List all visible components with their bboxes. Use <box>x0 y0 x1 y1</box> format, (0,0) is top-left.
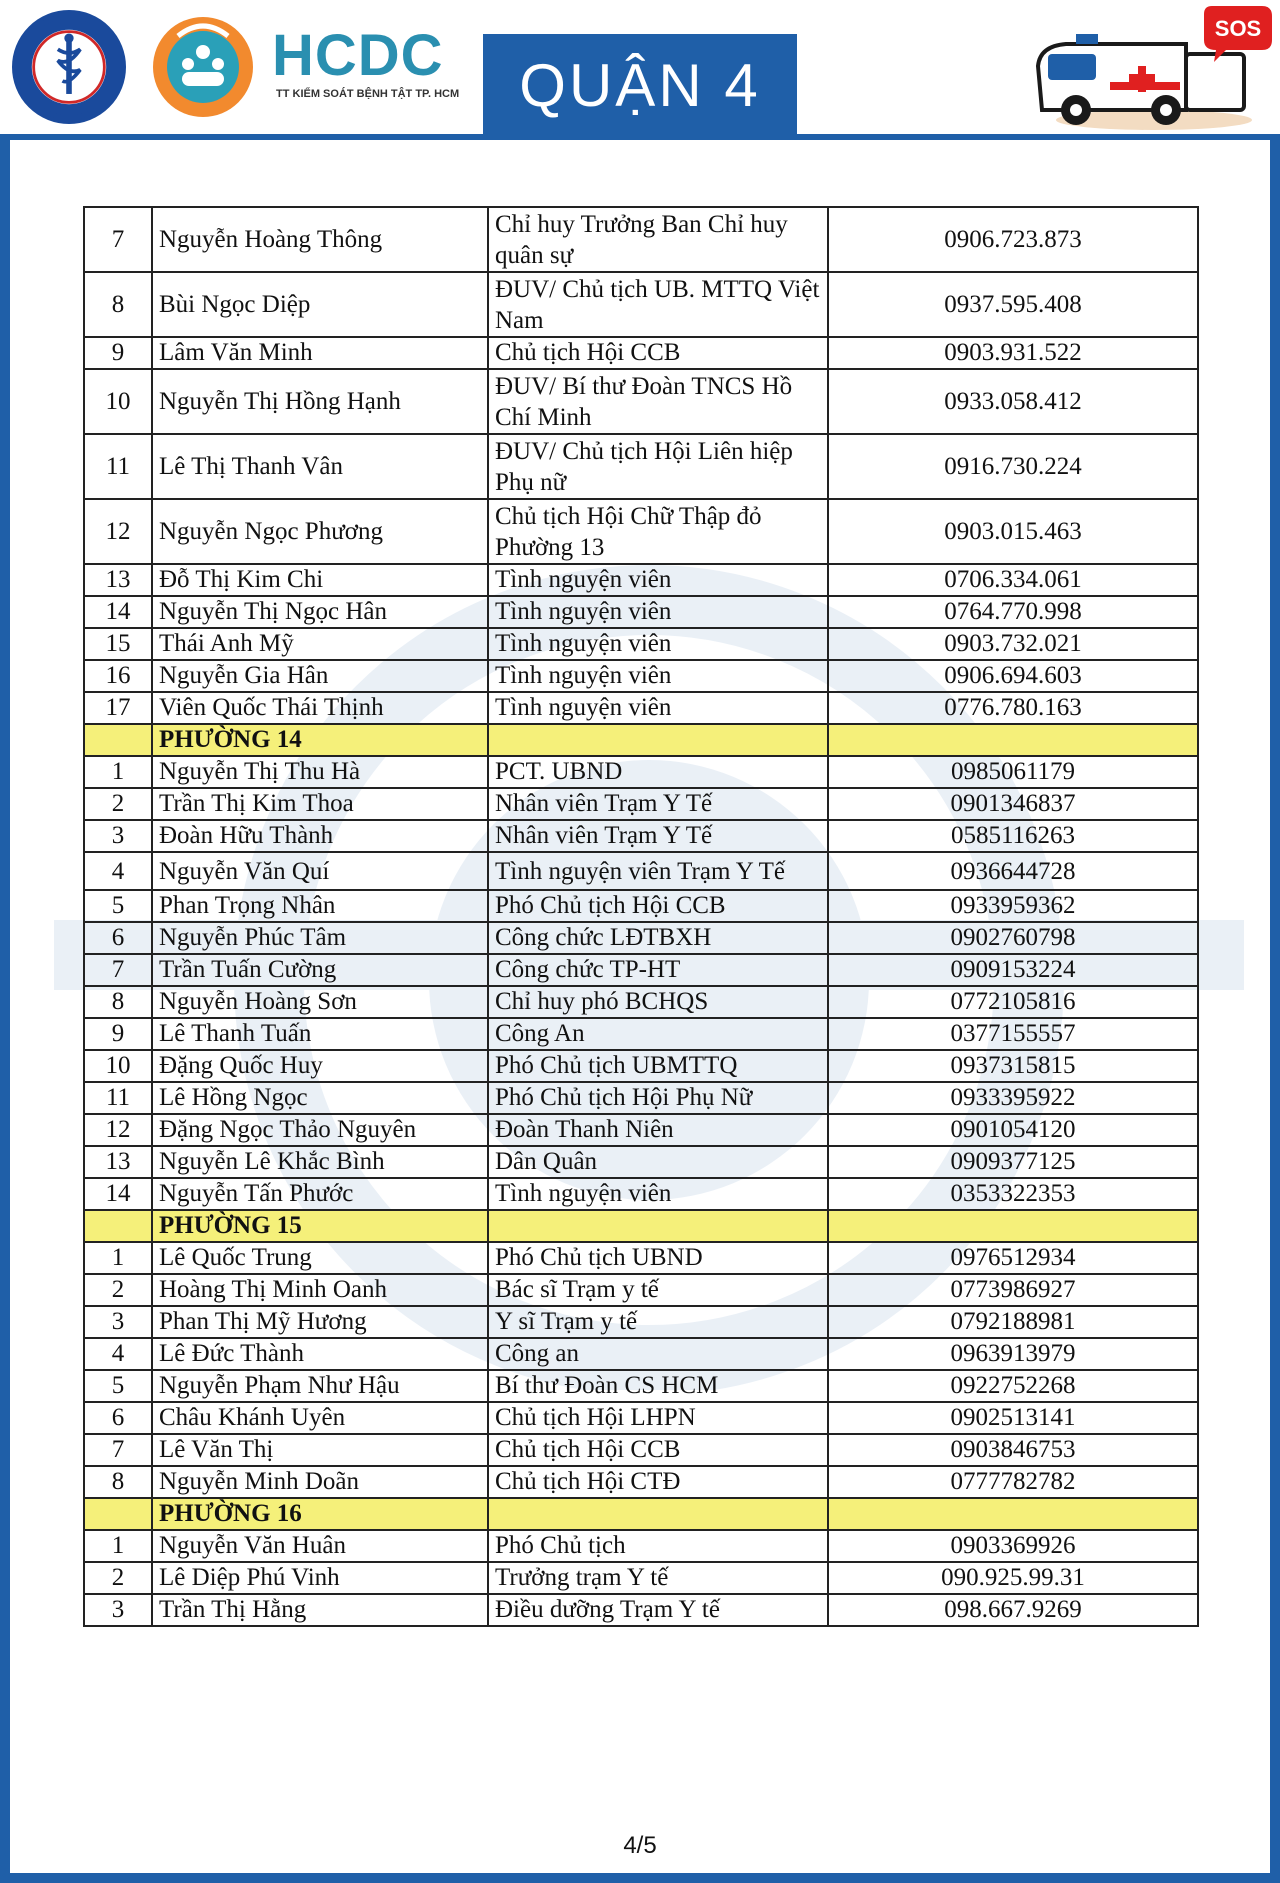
phone-number: 098.667.9269 <box>828 1594 1198 1626</box>
district-banner: QUẬN 4 <box>483 34 797 134</box>
table-row <box>84 1178 1198 1210</box>
ward-name: PHƯỜNG 16 <box>152 1498 488 1530</box>
phone-number: 0903.015.463 <box>828 499 1198 564</box>
phone-number: 0585116263 <box>828 820 1198 852</box>
phone-number: 0353322353 <box>828 1178 1198 1210</box>
row-number: 3 <box>84 820 152 852</box>
table-row <box>84 1306 1198 1338</box>
table-row <box>84 1050 1198 1082</box>
person-role: Phó Chủ tịch Hội CCB <box>488 890 828 922</box>
phone-number: 0937315815 <box>828 1050 1198 1082</box>
row-number: 1 <box>84 1242 152 1274</box>
phone-number: 0901346837 <box>828 788 1198 820</box>
row-number: 13 <box>84 564 152 596</box>
phone-number: 0773986927 <box>828 1274 1198 1306</box>
row-number: 2 <box>84 788 152 820</box>
row-number: 13 <box>84 1146 152 1178</box>
row-number: 10 <box>84 369 152 434</box>
section-role-cell <box>488 1210 828 1242</box>
row-number: 5 <box>84 890 152 922</box>
row-number: 2 <box>84 1562 152 1594</box>
person-name: Viên Quốc Thái Thịnh <box>152 692 488 724</box>
person-role: Dân Quân <box>488 1146 828 1178</box>
ambulance-sos-icon <box>1026 6 1276 134</box>
row-number: 4 <box>84 1338 152 1370</box>
table-row <box>84 756 1198 788</box>
person-name: Đỗ Thị Kim Chi <box>152 564 488 596</box>
row-number: 15 <box>84 628 152 660</box>
table-row <box>84 692 1198 724</box>
phone-number: 0772105816 <box>828 986 1198 1018</box>
sos-label: SOS <box>1214 16 1262 41</box>
person-name: Hoàng Thị Minh Oanh <box>152 1274 488 1306</box>
ward-section-row <box>84 724 1198 756</box>
row-number: 14 <box>84 596 152 628</box>
caduceus-icon <box>16 14 122 120</box>
person-name: Nguyễn Thị Ngọc Hân <box>152 596 488 628</box>
ward-name: PHƯỜNG 15 <box>152 1210 488 1242</box>
row-number: 2 <box>84 1274 152 1306</box>
person-name: Lê Quốc Trung <box>152 1242 488 1274</box>
person-name: Lê Diệp Phú Vinh <box>152 1562 488 1594</box>
phone-number: 0903.931.522 <box>828 337 1198 369</box>
section-role-cell <box>488 724 828 756</box>
table-row <box>84 596 1198 628</box>
row-number: 7 <box>84 1434 152 1466</box>
person-role: Tình nguyện viên <box>488 1178 828 1210</box>
person-role: Công An <box>488 1018 828 1050</box>
table-row <box>84 337 1198 369</box>
person-role: Tình nguyện viên <box>488 564 828 596</box>
table-row <box>84 890 1198 922</box>
person-name: Nguyễn Thị Hồng Hạnh <box>152 369 488 434</box>
person-name: Nguyễn Minh Doãn <box>152 1466 488 1498</box>
person-name: Nguyễn Ngọc Phương <box>152 499 488 564</box>
person-role: Đoàn Thanh Niên <box>488 1114 828 1146</box>
phone-number: 0937.595.408 <box>828 272 1198 337</box>
phone-number: 0909377125 <box>828 1146 1198 1178</box>
row-number: 16 <box>84 660 152 692</box>
phone-number: 0916.730.224 <box>828 434 1198 499</box>
person-name: Châu Khánh Uyên <box>152 1402 488 1434</box>
table-row <box>84 1338 1198 1370</box>
section-index-cell <box>84 1498 152 1530</box>
page-number: 4/5 <box>623 1832 657 1859</box>
phone-number: 0903.732.021 <box>828 628 1198 660</box>
table-row <box>84 1466 1198 1498</box>
table-row <box>84 1114 1198 1146</box>
row-number: 6 <box>84 1402 152 1434</box>
phone-number: 090.925.99.31 <box>828 1562 1198 1594</box>
person-role: Công an <box>488 1338 828 1370</box>
table-row <box>84 434 1198 499</box>
person-role: Chủ tịch Hội CTĐ <box>488 1466 828 1498</box>
row-number: 1 <box>84 756 152 788</box>
person-role: ĐUV/ Chủ tịch Hội Liên hiệp Phụ nữ <box>488 434 828 499</box>
phone-number: 0902760798 <box>828 922 1198 954</box>
person-name: Nguyễn Thị Thu Hà <box>152 756 488 788</box>
table-row <box>84 272 1198 337</box>
person-role: Chỉ huy phó BCHQS <box>488 986 828 1018</box>
table-row <box>84 986 1198 1018</box>
person-name: Lê Văn Thị <box>152 1434 488 1466</box>
phone-number: 0933959362 <box>828 890 1198 922</box>
table-row <box>84 1242 1198 1274</box>
phone-number: 0901054120 <box>828 1114 1198 1146</box>
person-name: Nguyễn Văn Huân <box>152 1530 488 1562</box>
phone-number: 0706.334.061 <box>828 564 1198 596</box>
row-number: 7 <box>84 207 152 272</box>
phone-number: 0764.770.998 <box>828 596 1198 628</box>
person-role: Điều dưỡng Trạm Y tế <box>488 1594 828 1626</box>
person-role: Công chức LĐTBXH <box>488 922 828 954</box>
table-row <box>84 1082 1198 1114</box>
person-name: Nguyễn Gia Hân <box>152 660 488 692</box>
organization-name: HCDC <box>272 23 444 88</box>
row-number: 8 <box>84 1466 152 1498</box>
person-role: Y sĩ Trạm y tế <box>488 1306 828 1338</box>
person-role: Tình nguyện viên Trạm Y Tế <box>488 852 828 890</box>
phone-number: 0906.694.603 <box>828 660 1198 692</box>
phone-number: 0963913979 <box>828 1338 1198 1370</box>
phone-number: 0776.780.163 <box>828 692 1198 724</box>
person-name: Đoàn Hữu Thành <box>152 820 488 852</box>
table-row <box>84 1562 1198 1594</box>
row-number: 9 <box>84 1018 152 1050</box>
person-role: Bác sĩ Trạm y tế <box>488 1274 828 1306</box>
person-name: Trần Thị Kim Thoa <box>152 788 488 820</box>
row-number: 5 <box>84 1370 152 1402</box>
person-name: Nguyễn Tấn Phước <box>152 1178 488 1210</box>
person-role: Phó Chủ tịch Hội Phụ Nữ <box>488 1082 828 1114</box>
person-name: Thái Anh Mỹ <box>152 628 488 660</box>
phone-number: 0903369926 <box>828 1530 1198 1562</box>
phone-number: 0922752268 <box>828 1370 1198 1402</box>
person-role: Tình nguyện viên <box>488 692 828 724</box>
section-index-cell <box>84 1210 152 1242</box>
person-name: Đặng Ngọc Thảo Nguyên <box>152 1114 488 1146</box>
table-row <box>84 1018 1198 1050</box>
staff-contact-table-body <box>84 207 1198 1626</box>
phone-number: 0976512934 <box>828 1242 1198 1274</box>
section-role-cell <box>488 1498 828 1530</box>
person-role: Bí thư Đoàn CS HCM <box>488 1370 828 1402</box>
table-row <box>84 1594 1198 1626</box>
person-role: Nhân viên Trạm Y Tế <box>488 820 828 852</box>
table-row <box>84 207 1198 272</box>
row-number: 1 <box>84 1530 152 1562</box>
table-row <box>84 1146 1198 1178</box>
row-number: 11 <box>84 434 152 499</box>
phone-number: 0933.058.412 <box>828 369 1198 434</box>
table-row <box>84 1402 1198 1434</box>
table-row <box>84 922 1198 954</box>
table-row <box>84 660 1198 692</box>
person-name: Nguyễn Văn Quí <box>152 852 488 890</box>
page-header <box>0 0 1280 134</box>
table-row <box>84 628 1198 660</box>
person-name: Phan Thị Mỹ Hương <box>152 1306 488 1338</box>
phone-number: 0792188981 <box>828 1306 1198 1338</box>
section-phone-cell <box>828 1210 1198 1242</box>
person-name: Bùi Ngọc Diệp <box>152 272 488 337</box>
person-role: Chủ tịch Hội CCB <box>488 1434 828 1466</box>
person-name: Đặng Quốc Huy <box>152 1050 488 1082</box>
section-index-cell <box>84 724 152 756</box>
phone-number: 0902513141 <box>828 1402 1198 1434</box>
person-name: Nguyễn Phúc Tâm <box>152 922 488 954</box>
person-role: Tình nguyện viên <box>488 596 828 628</box>
person-role: ĐUV/ Bí thư Đoàn TNCS Hồ Chí Minh <box>488 369 828 434</box>
ward-name: PHƯỜNG 14 <box>152 724 488 756</box>
phone-number: 0777782782 <box>828 1466 1198 1498</box>
person-name: Phan Trọng Nhân <box>152 890 488 922</box>
row-number: 6 <box>84 922 152 954</box>
person-name: Nguyễn Phạm Như Hậu <box>152 1370 488 1402</box>
table-row <box>84 954 1198 986</box>
section-phone-cell <box>828 1498 1198 1530</box>
person-role: Phó Chủ tịch <box>488 1530 828 1562</box>
table-row <box>84 788 1198 820</box>
table-row <box>84 1274 1198 1306</box>
row-number: 3 <box>84 1306 152 1338</box>
row-number: 9 <box>84 337 152 369</box>
person-name: Lâm Văn Minh <box>152 337 488 369</box>
person-name: Lê Thanh Tuấn <box>152 1018 488 1050</box>
person-name: Nguyễn Hoàng Sơn <box>152 986 488 1018</box>
person-name: Nguyễn Hoàng Thông <box>152 207 488 272</box>
row-number: 3 <box>84 1594 152 1626</box>
row-number: 10 <box>84 1050 152 1082</box>
table-row <box>84 369 1198 434</box>
person-name: Lê Thị Thanh Vân <box>152 434 488 499</box>
phone-number: 0903846753 <box>828 1434 1198 1466</box>
person-name: Lê Hồng Ngọc <box>152 1082 488 1114</box>
row-number: 11 <box>84 1082 152 1114</box>
phone-number: 0377155557 <box>828 1018 1198 1050</box>
person-role: PCT. UBND <box>488 756 828 788</box>
person-role: Chủ tịch Hội Chữ Thập đỏ Phường 13 <box>488 499 828 564</box>
row-number: 17 <box>84 692 152 724</box>
person-role: Công chức TP-HT <box>488 954 828 986</box>
row-number: 12 <box>84 499 152 564</box>
table-row <box>84 564 1198 596</box>
row-number: 7 <box>84 954 152 986</box>
table-row <box>84 852 1198 890</box>
phone-number: 0936644728 <box>828 852 1198 890</box>
person-role: Chỉ huy Trưởng Ban Chỉ huy quân sự <box>488 207 828 272</box>
department-of-health-seal <box>12 10 126 124</box>
table-row <box>84 1530 1198 1562</box>
row-number: 4 <box>84 852 152 890</box>
person-role: Tình nguyện viên <box>488 628 828 660</box>
phone-number: 0985061179 <box>828 756 1198 788</box>
person-role: Trưởng trạm Y tế <box>488 1562 828 1594</box>
table-row <box>84 1434 1198 1466</box>
table-row <box>84 499 1198 564</box>
row-number: 12 <box>84 1114 152 1146</box>
organization-subtitle: TT KIỂM SOÁT BỆNH TẬT TP. HCM <box>276 88 460 100</box>
person-name: Trần Tuấn Cường <box>152 954 488 986</box>
person-name: Trần Thị Hằng <box>152 1594 488 1626</box>
hcdc-logo-icon <box>148 12 258 122</box>
row-number: 8 <box>84 272 152 337</box>
person-name: Lê Đức Thành <box>152 1338 488 1370</box>
person-role: ĐUV/ Chủ tịch UB. MTTQ Việt Nam <box>488 272 828 337</box>
person-role: Chủ tịch Hội LHPN <box>488 1402 828 1434</box>
staff-contact-table <box>83 206 1199 1627</box>
person-name: Nguyễn Lê Khắc Bình <box>152 1146 488 1178</box>
person-role: Tình nguyện viên <box>488 660 828 692</box>
person-role: Phó Chủ tịch UBND <box>488 1242 828 1274</box>
section-phone-cell <box>828 724 1198 756</box>
person-role: Chủ tịch Hội CCB <box>488 337 828 369</box>
person-role: Nhân viên Trạm Y Tế <box>488 788 828 820</box>
ward-section-row <box>84 1210 1198 1242</box>
table-row <box>84 820 1198 852</box>
person-role: Phó Chủ tịch UBMTTQ <box>488 1050 828 1082</box>
row-number: 8 <box>84 986 152 1018</box>
table-row <box>84 1370 1198 1402</box>
phone-number: 0909153224 <box>828 954 1198 986</box>
phone-number: 0933395922 <box>828 1082 1198 1114</box>
ward-section-row <box>84 1498 1198 1530</box>
phone-number: 0906.723.873 <box>828 207 1198 272</box>
row-number: 14 <box>84 1178 152 1210</box>
